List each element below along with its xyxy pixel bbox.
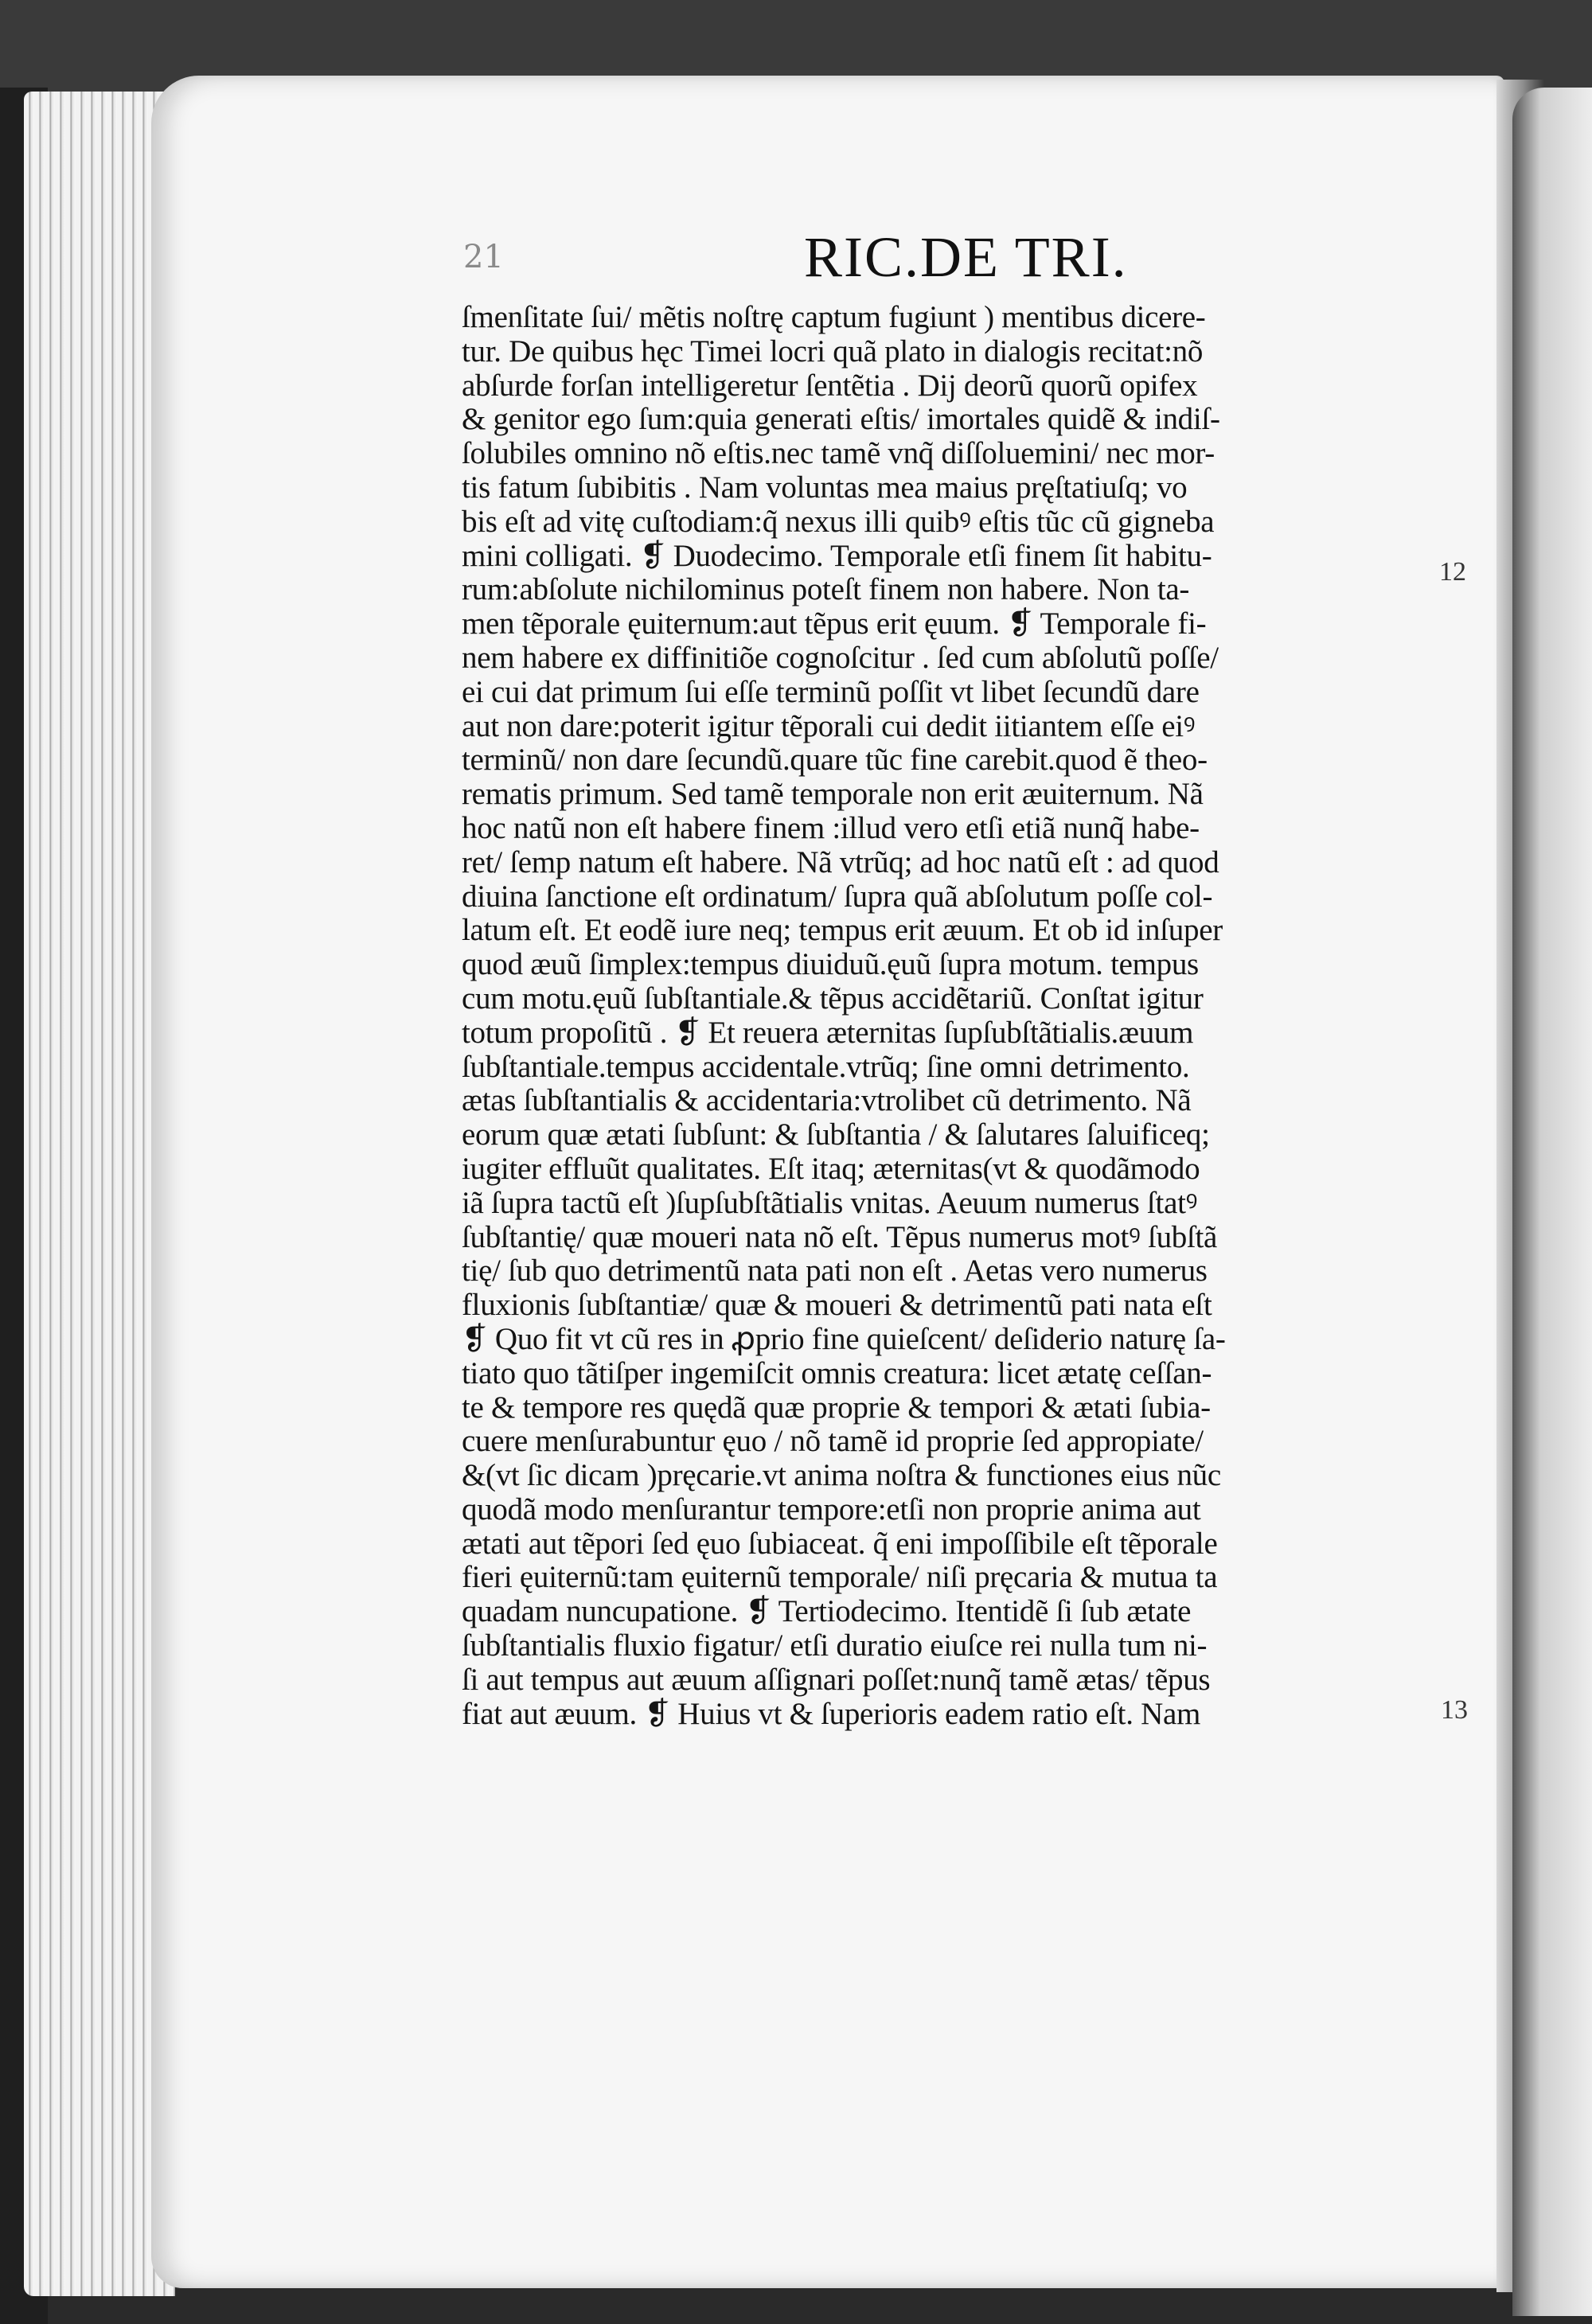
page-number: 21 — [463, 239, 504, 275]
text-line: iã ſupra tactũ eſt )ſupſubſtãtialis vnitas. Aeuum numerus ſtatꝰ — [462, 1185, 1198, 1220]
text-line: eorum quæ ætati ſubſunt: & ſubſtantia / & ſalutares ſaluificeq; — [462, 1117, 1210, 1152]
text-line: fluxionis ſubſtantiæ/ quæ & moueri & detrimentũ pati nata eſt — [462, 1288, 1212, 1323]
text-line: nem habere ex diffinitiõe cognoſcitur . ſed cum abſolutũ poſſe/ — [462, 640, 1219, 675]
text-line: cuere menſurabuntur ęuo / nõ tamẽ id proprie ſed appropiate/ — [462, 1424, 1204, 1459]
text-line: ❡ Quo fit vt cũ res in ꝓprio fine quieſcent/ deſiderio naturę ſa- — [462, 1321, 1226, 1356]
running-head: RIC.DE TRI. — [804, 225, 1128, 289]
text-line: &(vt ſic dicam )pręcarie.vt anima noſtra & functiones eius nũc — [462, 1458, 1221, 1493]
text-line: tur. De quibus hęc Timei locri quã plato in dialogis recitat:nõ — [462, 333, 1204, 368]
text-line: tis fatum ſubibitis . Nam voluntas mea maius pręſtatiuſq; vo — [462, 470, 1188, 505]
text-line: cum motu.ęuũ ſubſtantiale.& tẽpus accidẽtariũ. Conſtat igitur — [462, 981, 1204, 1016]
text-line: ret/ ſemp natum eſt habere. Nã vtrũq; ad hoc natũ eſt : ad quod — [462, 844, 1219, 879]
text-line: ei cui dat primum ſui eſſe terminũ poſſit vt libet ſecundũ dare — [462, 674, 1200, 709]
text-line: aut non dare:poterit igitur tẽporali cui dedit iitiantem eſſe eiꝰ — [462, 708, 1196, 743]
text-line: quod æuũ ſimplex:tempus diuiduũ.ęuũ ſupra motum. tempus — [462, 947, 1199, 982]
body-text — [462, 301, 1429, 1731]
text-line: ſubſtantię/ quæ moueri nata nõ eſt. Tẽpus numerus motꝰ ſubſtã — [462, 1219, 1218, 1254]
text-line: tię/ ſub quo detrimentũ nata pati non eſt . Aetas vero numerus — [462, 1254, 1208, 1289]
text-line: & genitor ego ſum:quia generati eſtis/ imortales quidẽ & indiſ- — [462, 402, 1220, 437]
text-line: fiat aut æuum. ❡ Huius vt & ſuperioris eadem ratio eſt. Nam — [462, 1696, 1201, 1731]
text-line: ſubſtantialis fluxio figatur/ etſi duratio eiuſce rei nulla tum ni- — [462, 1628, 1208, 1663]
text-line: terminũ/ non dare ſecundũ.quare tũc fine carebit.quod ẽ theo- — [462, 743, 1208, 778]
text-line: ſi aut tempus aut æuum aſſignari poſſet:nunq̃ tamẽ ætas/ tẽpus — [462, 1662, 1211, 1697]
text-line: ætati aut tẽpori ſed ęuo ſubiaceat. q̃ eni impoſſibile eſt tẽporale — [462, 1526, 1218, 1561]
margin-note: 13 — [1441, 1695, 1468, 1725]
text-line: fieri ęuiternũ:tam ęuiternũ temporale/ niſi pręcaria & mutua ta — [462, 1560, 1218, 1595]
text-line: rum:abſolute nichilominus poteſt finem non habere. Non ta- — [462, 572, 1190, 607]
text-line: quadam nuncupatione. ❡ Tertiodecimo. Itentidẽ ſi ſub ætate — [462, 1594, 1192, 1629]
text-line: bis eſt ad vitę cuſtodiam:q̃ nexus illi quibꝰ eſtis tũc cũ gigneba — [462, 504, 1215, 539]
text-line: hoc natũ non eſt habere finem :illud vero etſi etiã nunq̃ habe- — [462, 810, 1200, 845]
margin-note: 12 — [1439, 557, 1466, 587]
text-line: totum propoſitũ . ❡ Et reuera æternitas ſupſubſtãtialis.æuum — [462, 1015, 1194, 1050]
text-line: diuina ſanctione eſt ordinatum/ ſupra quã abſolutum poſſe col- — [462, 879, 1213, 914]
text-line: te & tempore res quędã quæ proprie & tempori & ætati ſubia- — [462, 1390, 1211, 1425]
text-line: men tẽporale ęuiternum:aut tẽpus erit ęuum. ❡ Temporale fi- — [462, 606, 1207, 641]
right-page-edge — [1512, 88, 1592, 2316]
text-line: mini colligati. ❡ Duodecimo. Temporale etſi finem ſit habitu- — [462, 538, 1212, 573]
text-line: ſolubiles omnino nõ eſtis.nec tamẽ vnq̃ diſſoluemini/ nec mor- — [462, 436, 1215, 471]
text-line: latum eſt. Et eodẽ iure neq; tempus erit æuum. Et ob id inſuper — [462, 913, 1223, 948]
text-line: rematis primum. Sed tamẽ temporale non erit æuiternum. Nã — [462, 777, 1204, 812]
text-line: ætas ſubſtantialis & accidentaria:vtrolibet cũ detrimento. Nã — [462, 1083, 1192, 1118]
text-line: ſubſtantiale.tempus accidentale.vtrũq; ſine omni detrimento. — [462, 1049, 1190, 1084]
text-line: ſmenſitate ſui/ mẽtis noſtrę captum fugiunt ) mentibus dicere- — [462, 300, 1206, 334]
text-line: quodã modo menſurantur tempore:etſi non proprie anima aut — [462, 1491, 1201, 1527]
text-line: abſurde forſan intelligeretur ſentẽtia . Dij deorũ quorũ opifex — [462, 368, 1198, 403]
text-line: tiato quo tãtiſper ingemiſcit omnis creatura: licet ætatę ceſſan- — [462, 1355, 1212, 1390]
text-line: iugiter effluũt qualitates. Eſt itaq; æternitas(vt & quodãmodo — [462, 1151, 1200, 1186]
